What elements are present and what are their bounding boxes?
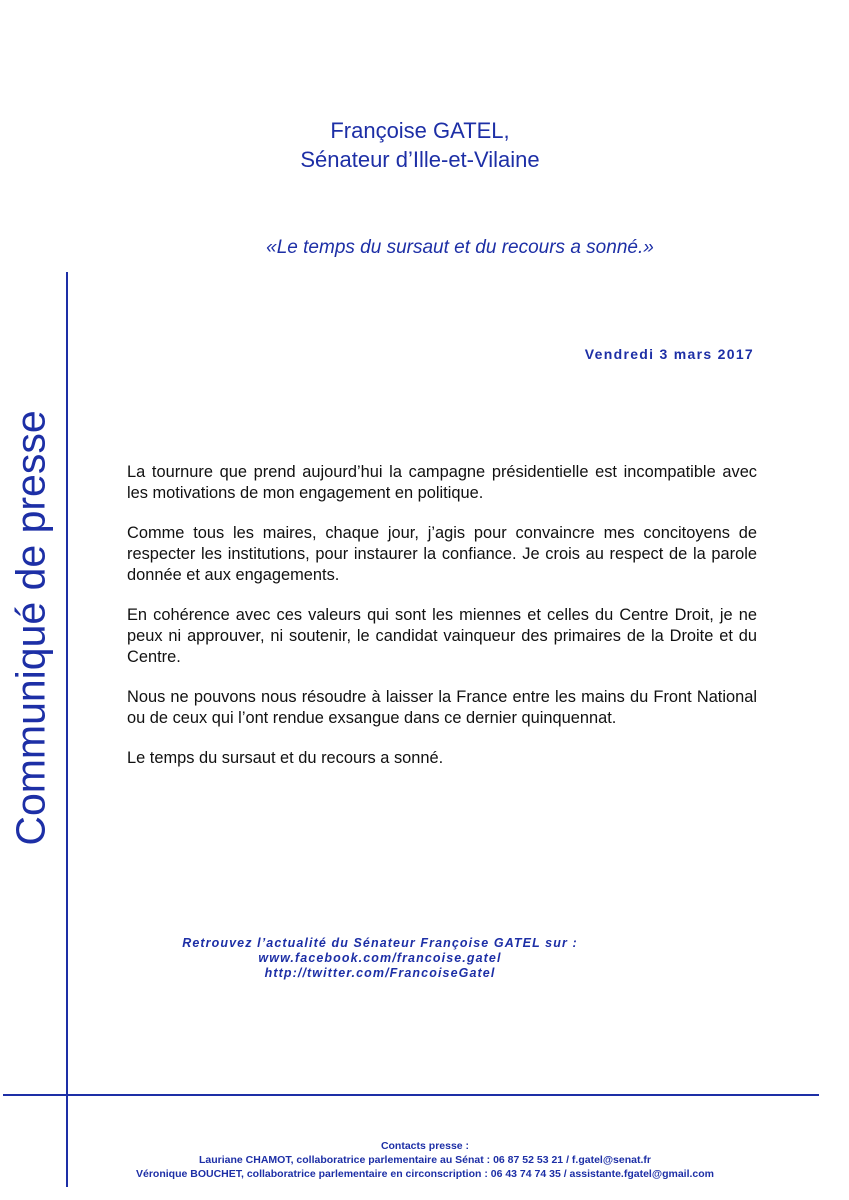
follow-intro: Retrouvez l’actualité du Sénateur Françoise GATEL sur : [182, 936, 578, 950]
contact-veronique: Véronique BOUCHET, collaboratrice parlementaire en circonscription : 06 43 74 74 35 / assistante.fgatel@gmail.com [135, 1168, 715, 1180]
body-paragraph: La tournure que prend aujourd’hui la campagne présidentielle est incompatible avec les motivations de mon engagement en politique. [127, 463, 757, 502]
contact-lauriane: Lauriane CHAMOT, collaboratrice parlementaire au Sénat : 06 87 52 53 21 / f.gatel@senat.fr [199, 1154, 651, 1166]
body-paragraph: En cohérence avec ces valeurs qui sont les miennes et celles du Centre Droit, je ne peux ni approuver, ni soutenir, le candidat vainqueur des primaires de la Droite et du Centre. [127, 606, 757, 666]
facebook-link[interactable]: www.facebook.com/francoise.gatel [258, 951, 502, 965]
release-date: Vendredi 3 mars 2017 [584, 346, 754, 362]
press-contacts [120, 1139, 730, 1181]
body-paragraph: Le temps du sursaut et du recours a sonné. [127, 749, 444, 767]
vertical-divider [66, 272, 68, 1187]
document-header [160, 116, 680, 174]
follow-section [100, 936, 660, 981]
body-paragraph: Nous ne pouvons nous résoudre à laisser la France entre les mains du Front National ou de ceux qui l’ont rendue exsangue dans ce dernier quinquennat. [127, 688, 757, 727]
press-release-body [127, 462, 757, 788]
contacts-heading: Contacts presse : [380, 1140, 470, 1152]
senator-title: Sénateur d’Ille-et-Vilaine [300, 147, 540, 172]
twitter-link[interactable]: http://twitter.com/FrancoiseGatel [264, 966, 496, 980]
senator-name: Françoise GATEL, [330, 118, 510, 143]
press-release-label: Communiqué de presse [7, 410, 54, 846]
tagline-quote: «Le temps du sursaut et du recours a sonné.» [266, 237, 654, 258]
body-paragraph: Comme tous les maires, chaque jour, j’agis pour convaincre mes concitoyens de respecter les institutions, pour instaurer la confiance. Je crois au respect de la parole donnée et aux engagements. [127, 524, 757, 584]
horizontal-divider [3, 1094, 819, 1096]
